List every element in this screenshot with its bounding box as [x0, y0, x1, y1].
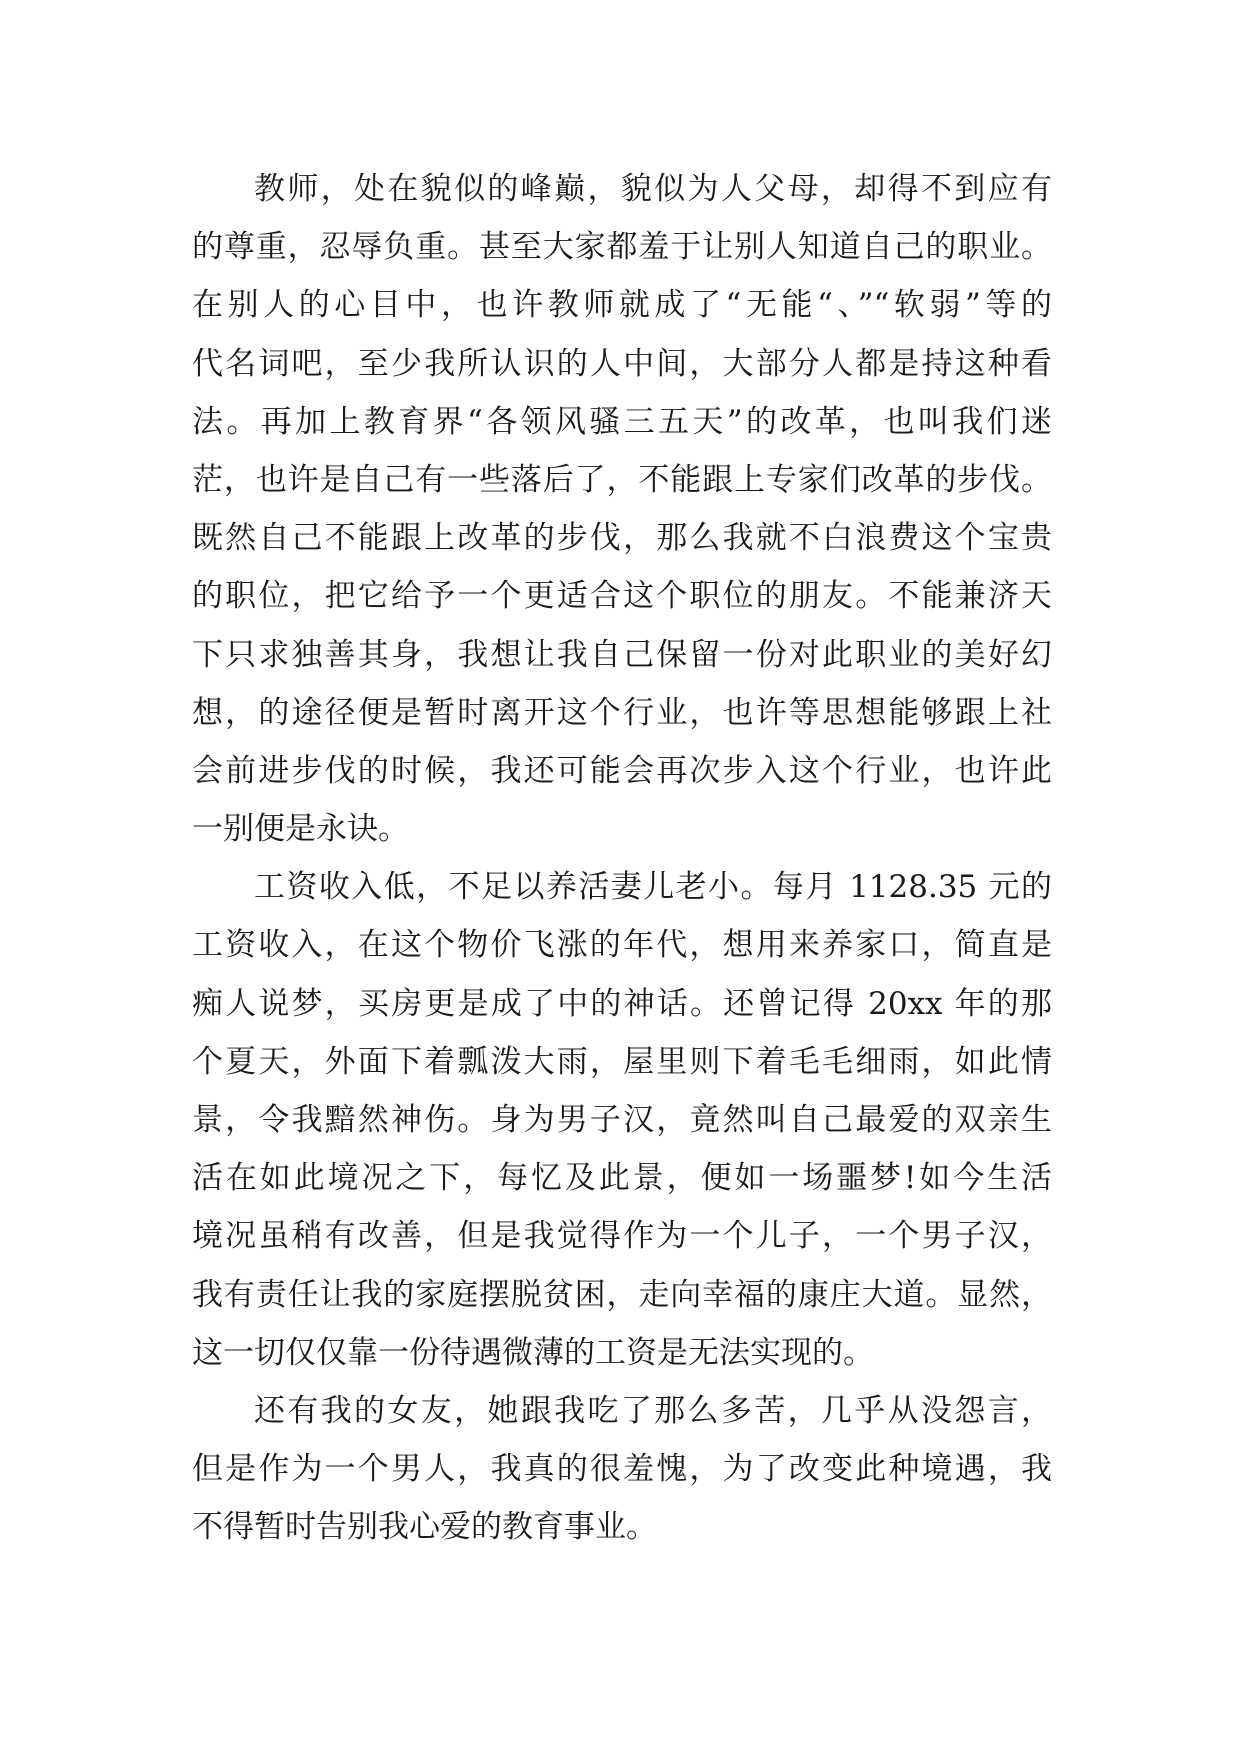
paragraph-line: 还有我的女友，她跟我吃了那么多苦，几乎从没怨言，	[254, 1392, 1052, 1429]
document-body	[192, 160, 1052, 1557]
paragraph-line: 工资收入低，不足以养活妻儿老小。每月 1128.35 元的	[254, 869, 1052, 906]
paragraph-line: 既然自己不能跟上改革的步伐，那么我就不白浪费这个宝贵	[192, 520, 1052, 557]
paragraph-line: 茫，也许是自己有一些落后了，不能跟上专家们改革的步伐。	[192, 461, 1052, 498]
paragraph-line: 活在如此境况之下，每忆及此景，便如一场噩梦!如今生活	[192, 1160, 1052, 1197]
paragraph-line: 这一切仅仅靠一份待遇微薄的工资是无法实现的。	[192, 1334, 874, 1371]
paragraph-line: 的尊重，忍辱负重。甚至大家都羞于让别人知道自己的职业。	[192, 229, 1052, 266]
paragraph-line: 教师，处在貌似的峰巅，貌似为人父母，却得不到应有	[254, 171, 1052, 207]
paragraph-line: 我有责任让我的家庭摆脱贫困，走向幸福的康庄大道。显然，	[192, 1276, 1052, 1313]
paragraph-girlfriend	[192, 1382, 1052, 1557]
paragraph-line: 法。再加上教育界“各领风骚三五天”的改革，也叫我们迷	[192, 403, 1052, 440]
paragraph-line: 代名词吧，至少我所认识的人中间，大部分人都是持这种看	[192, 345, 1052, 382]
paragraph-low-salary	[192, 858, 1052, 1382]
paragraph-line: 痴人说梦，买房更是成了中的神话。还曾记得 20xx 年的那	[192, 985, 1052, 1022]
paragraph-line: 景，令我黯然神伤。身为男子汉，竟然叫自己最爱的双亲生	[192, 1102, 1052, 1138]
paragraph-line: 境况虽稍有改善，但是我觉得作为一个儿子，一个男子汉，	[192, 1218, 1052, 1255]
paragraph-line: 想，的途径便是暂时离开这个行业，也许等思想能够跟上社	[192, 694, 1052, 731]
paragraph-line: 一别便是永诀。	[192, 811, 409, 848]
paragraph-line: 工资收入，在这个物价飞涨的年代，想用来养家口，简直是	[192, 927, 1052, 964]
paragraph-line: 在别人的心目中，也许教师就成了“无能“、”“软弱”等的	[192, 287, 1052, 324]
paragraph-line: 会前进步伐的时候，我还可能会再次步入这个行业，也许此	[192, 752, 1052, 789]
paragraph-line: 的职位，把它给予一个更适合这个职位的朋友。不能兼济天	[192, 578, 1052, 615]
paragraph-line: 个夏天，外面下着瓢泼大雨，屋里则下着毛毛细雨，如此情	[192, 1043, 1052, 1080]
paragraph-line: 不得暂时告别我心爱的教育事业。	[192, 1509, 657, 1546]
paragraph-line: 但是作为一个男人，我真的很羞愧，为了改变此种境遇，我	[192, 1451, 1052, 1488]
paragraph-teacher-status	[192, 160, 1052, 858]
paragraph-line: 下只求独善其身，我想让我自己保留一份对此职业的美好幻	[192, 636, 1052, 673]
